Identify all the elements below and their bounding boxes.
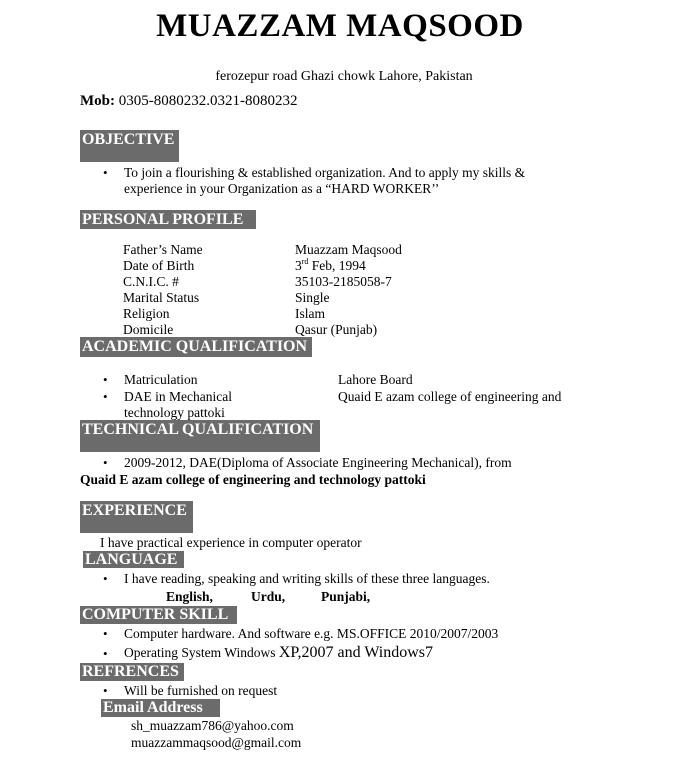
technical-heading: TECHNICAL QUALIFICATION — [80, 420, 320, 452]
objective-heading: OBJECTIVE — [80, 130, 179, 162]
profile-label: Marital Status — [123, 290, 200, 305]
profile-label: Domicile — [123, 322, 174, 337]
experience-text: I have practical experience in computer operator — [100, 535, 362, 550]
language-text: I have reading, speaking and writing skills of these three languages. — [124, 571, 490, 586]
profile-label: C.N.I.C. # — [123, 274, 179, 289]
profile-label: Father’s Name — [123, 242, 203, 257]
profile-label: Religion — [123, 306, 170, 321]
academic-institute: Lahore Board — [338, 372, 413, 387]
profile-value: Qasur (Punjab) — [295, 322, 378, 337]
computer-skill-heading: COMPUTER SKILL — [80, 606, 237, 624]
mobile-label: Mob: — [80, 93, 115, 109]
mobile-line — [80, 93, 298, 110]
mobile-number: 0305-8080232.0321-8080232 — [118, 93, 298, 109]
academic-degree: DAE in Mechanical — [124, 389, 232, 404]
experience-heading: EXPERIENCE — [80, 501, 193, 533]
profile-label: Date of Birth — [123, 258, 195, 273]
address: ferozepur road Ghazi chowk Lahore, Pakistan — [215, 69, 473, 84]
candidate-name: MUAZZAM MAQSOOD — [156, 8, 524, 44]
email-heading: Email Address — [101, 699, 220, 717]
profile-value: Single — [295, 290, 330, 305]
technical-line-2: Quaid E azam college of engineering and technology pattoki — [80, 472, 426, 487]
technical-line-1: 2009-2012, DAE(Diploma of Associate Engineering Mechanical), from — [124, 455, 512, 470]
bullet-icon: • — [103, 389, 108, 404]
academic-heading: ACADEMIC QUALIFICATION — [80, 337, 312, 357]
academic-institute: Quaid E azam college of engineering and — [338, 389, 562, 404]
references-text: Will be furnished on request — [124, 683, 278, 698]
language-urdu: Urdu, — [251, 589, 286, 604]
personal-profile-heading: PERSONAL PROFILE — [80, 210, 256, 229]
email-gmail: muazzammaqsood@gmail.com — [131, 735, 302, 750]
references-heading: REFRENCES — [80, 663, 184, 681]
email-yahoo: sh_muazzam786@yahoo.com — [131, 718, 294, 733]
bullet-icon: • — [103, 683, 108, 698]
profile-value: Islam — [295, 306, 325, 321]
computer-skill-item-1: Computer hardware. And software e.g. MS.OFFICE 2010/2007/2003 — [124, 626, 499, 641]
bullet-icon: • — [103, 626, 108, 641]
academic-degree: Matriculation — [124, 372, 198, 387]
bullet-icon: • — [103, 372, 108, 387]
objective-line-2: experience in your Organization as a “HARD WORKER’’ — [124, 181, 440, 196]
objective-line-1: To join a flourishing & established organization. And to apply my skills & — [124, 165, 526, 180]
profile-value: 3rd Feb, 1994 — [295, 257, 366, 273]
bullet-icon: • — [103, 571, 108, 586]
profile-value: 35103-2185058-7 — [295, 274, 392, 289]
language-english: English, — [166, 589, 213, 604]
bullet-icon: • — [103, 646, 108, 661]
bullet-icon: • — [103, 455, 108, 470]
bullet-icon: • — [103, 165, 108, 180]
language-heading: LANGUAGE — [83, 551, 184, 568]
computer-skill-item-2: Operating System Windows XP,2007 and Windows7 — [124, 644, 434, 661]
profile-value: Muazzam Maqsood — [295, 242, 402, 257]
academic-degree-cont: technology pattoki — [124, 405, 225, 420]
language-punjabi: Punjabi, — [321, 589, 371, 604]
